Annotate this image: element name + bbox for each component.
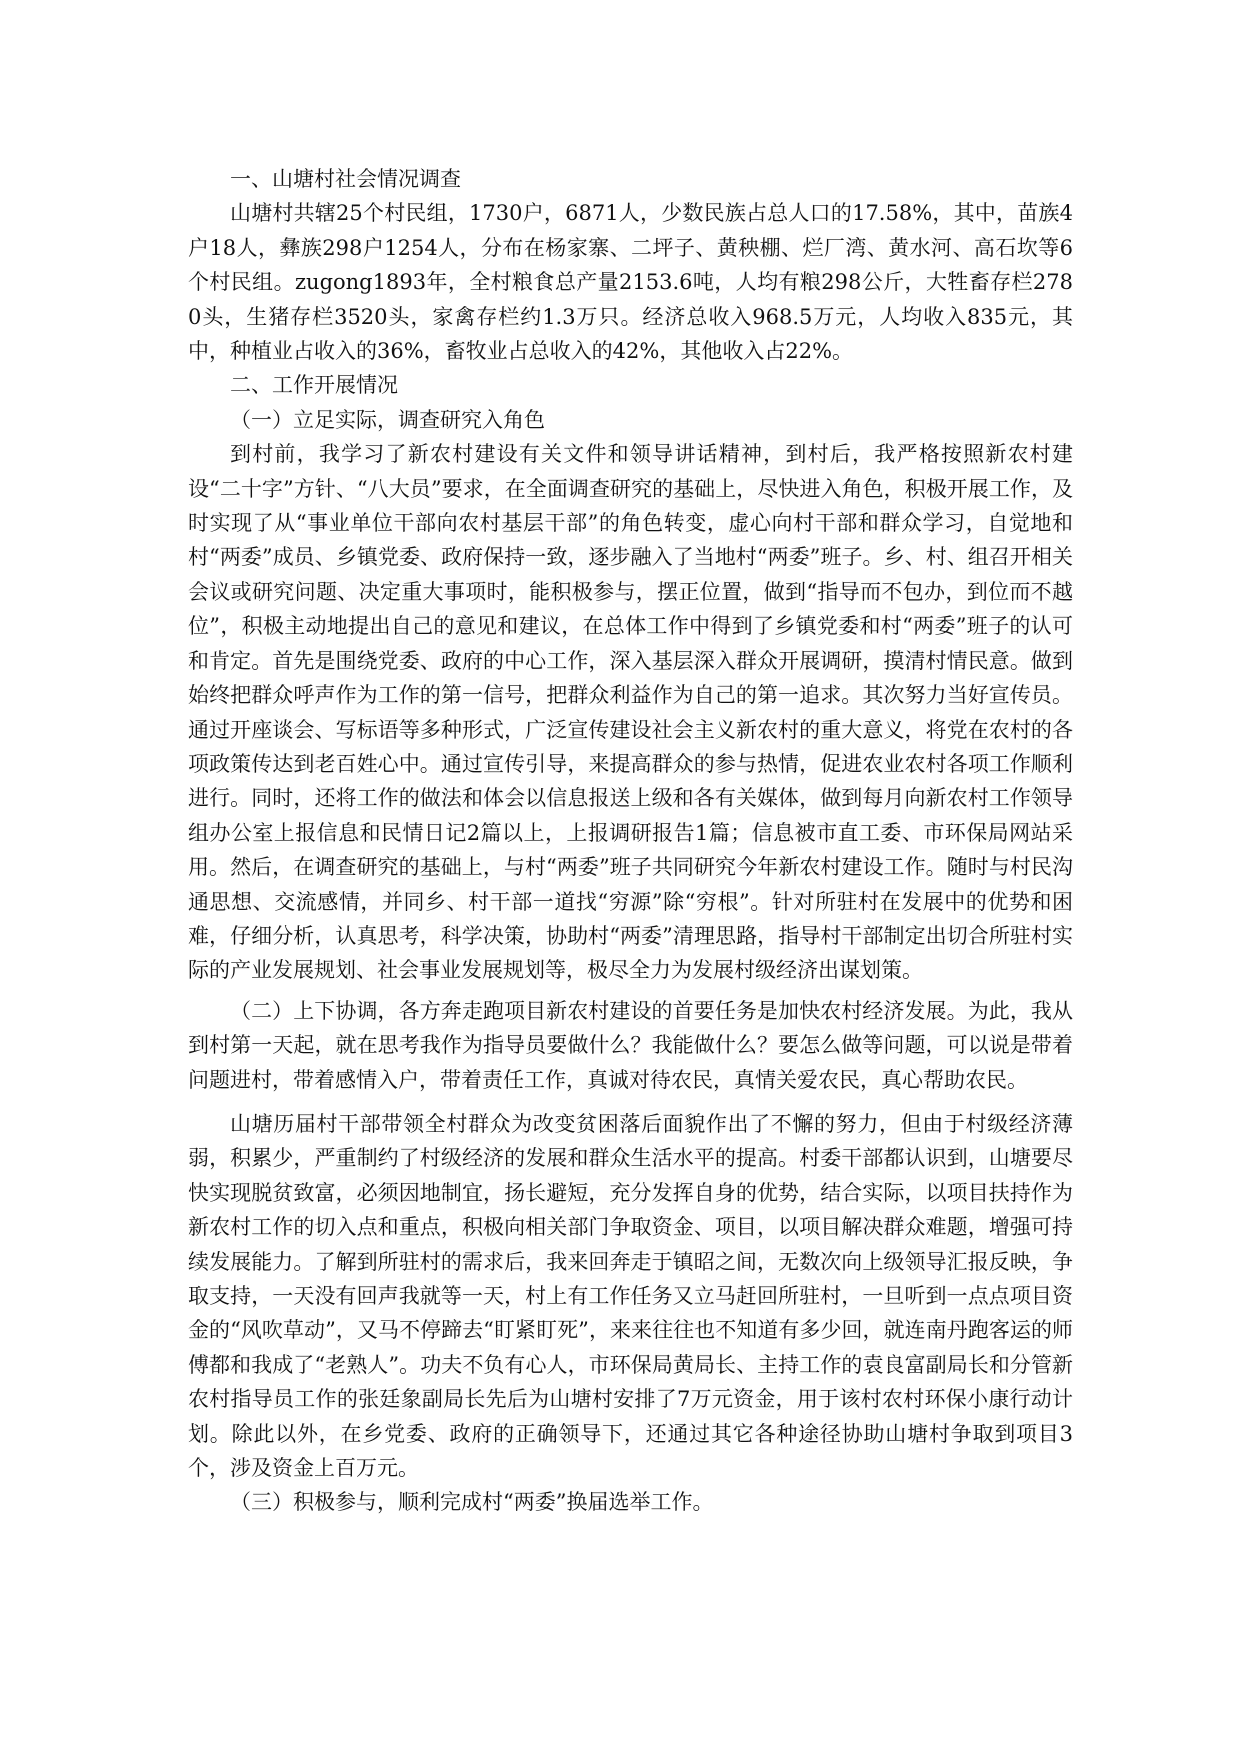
section-heading-2: 二、工作开展情况: [230, 373, 398, 398]
section-heading-1: 一、山塘村社会情况调查: [230, 167, 461, 191]
subsection-heading-1: （一）立足实际，调查研究入角色: [230, 407, 545, 432]
paragraph-village-overview: 山塘村共辖25个村民组，1730户，6871人，少数民族占总人口的17.58%，其中，苗族4户18人，彝族298户1254人，分布在杨家寨、二坪子、黄秧棚、烂厂湾、黄水河、高石坎等6个村民组。zugong1893年，全村粮食总产量2153.6吨，人均有粮298公斤，大牲畜存栏2780头，生猪存栏3520头，家禽存栏约1.3万只。经济总收入968.5万元，人均收入835元，其中，种植业占收入的36%，畜牧业占总收入的42%，其他收入占22%。: [188, 201, 1073, 364]
paragraph-projects: 山塘历届村干部带领全村群众为改变贫困落后面貌作出了不懈的努力，但由于村级经济薄弱，积累少，严重制约了村级经济的发展和群众生活水平的提高。村委干部都认识到，山塘要尽快实现脱贫致富，必须因地制宜，扬长避短，充分发挥自身的优势，结合实际，以项目扶持作为新农村工作的切入点和重点，积极向相关部门争取资金、项目，以项目解决群众难题，增强可持续发展能力。了解到所驻村的需求后，我来回奔走于镇昭之间，无数次向上级领导汇报反映，争取支持，一天没有回声我就等一天，村上有工作任务又立马赶回所驻村，一旦听到一点点项目资金的“风吹草动”，又马不停蹄去“盯紧盯死”，来来往往也不知道有多少回，就连南丹跑客运的师傅都和我成了“老熟人”。功夫不负有心人，市环保局黄局长、主持工作的袁良富副局长和分管新农村指导员工作的张廷象副局长先后为山塘村安排了7万元资金，用于该村农村环保小康行动计划。除此以外，在乡党委、政府的正确领导下，还通过其它各种途径协助山塘村争取到项目3个，涉及资金上百万元。: [188, 1111, 1073, 1481]
subsection-heading-2: （二）上下协调，各方奔走跑项目新农村建设的首要任务是加快农村经济发展。为此，我从到村第一天起，就在思考我作为指导员要做什么？我能做什么？要怎么做等问题，可以说是带着问题进村，带着感情入户，带着责任工作，真诚对待农民，真情关爱农民，真心帮助农民。: [188, 998, 1073, 1092]
document-body: [188, 162, 1073, 1520]
subsection-heading-3: （三）积极参与，顺利完成村“两委”换届选举工作。: [230, 1490, 714, 1515]
paragraph-research-role: 到村前，我学习了新农村建设有关文件和领导讲话精神，到村后，我严格按照新农村建设“二十字”方针、“八大员”要求，在全面调查研究的基础上，尽快进入角色，积极开展工作，及时实现了从“事业单位干部向农村基层干部”的角色转变，虚心向村干部和群众学习，自觉地和村“两委”成员、乡镇党委、政府保持一致，逐步融入了当地村“两委”班子。乡、村、组召开相关会议或研究问题、决定重大事项时，能积极参与，摆正位置，做到“指导而不包办，到位而不越位”，积极主动地提出自己的意见和建议，在总体工作中得到了乡镇党委和村“两委”班子的认可和肯定。首先是围绕党委、政府的中心工作，深入基层深入群众开展调研，摸清村情民意。做到始终把群众呼声作为工作的第一信号，把群众利益作为自己的第一追求。其次努力当好宣传员。通过开座谈会、写标语等多种形式，广泛宣传建设社会主义新农村的重大意义，将党在农村的各项政策传达到老百姓心中。通过宣传引导，来提高群众的参与热情，促进农业农村各项工作顺利进行。同时，还将工作的做法和体会以信息报送上级和各有关媒体，做到每月向新农村工作领导组办公室上报信息和民情日记2篇以上，上报调研报告1篇；信息被市直工委、市环保局网站采用。然后，在调查研究的基础上，与村“两委”班子共同研究今年新农村建设工作。随时与村民沟通思想、交流感情，并同乡、村干部一道找“穷源”除“穷根”。针对所驻村在发展中的优势和困难，仔细分析，认真思考，科学决策，协助村“两委”清理思路，指导村干部制定出切合所驻村实际的产业发展规划、社会事业发展规划等，极尽全力为发展村级经济出谋划策。: [188, 442, 1073, 983]
